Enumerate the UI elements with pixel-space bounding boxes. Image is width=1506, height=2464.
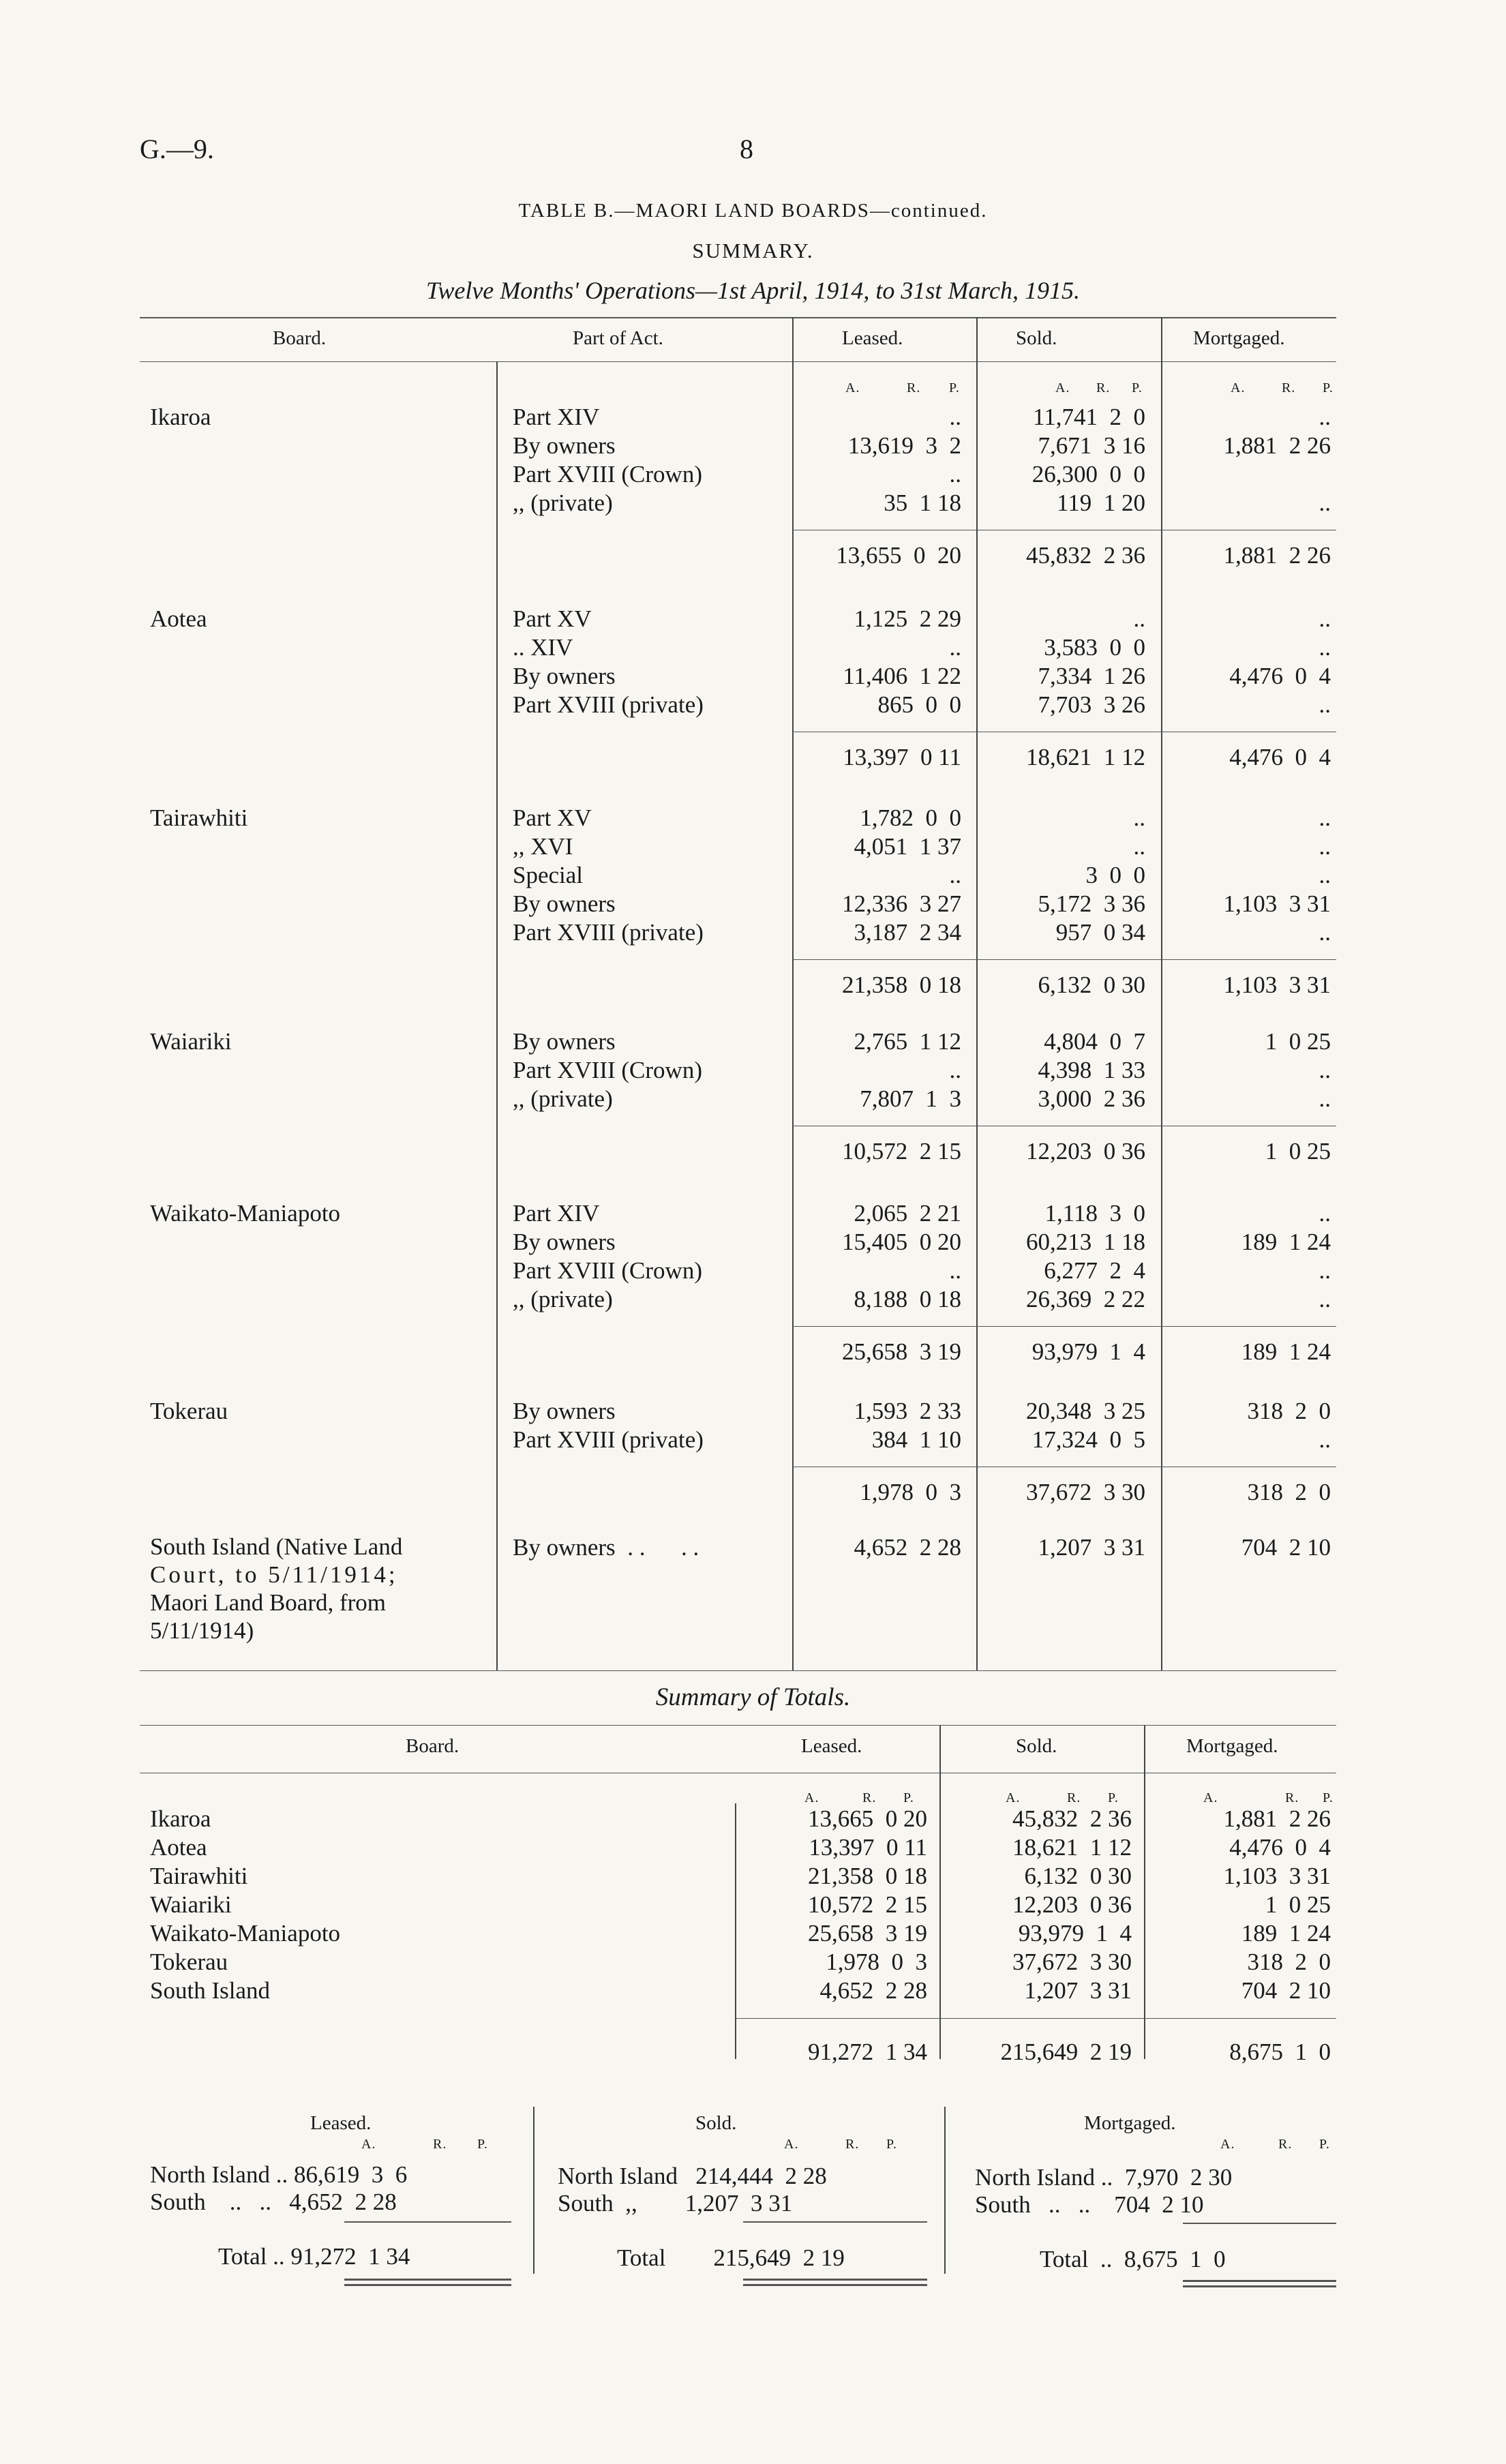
leased-value: 3,187 2 34 (854, 919, 961, 946)
sold-value: .. (1133, 805, 1145, 831)
grand-total-rule (735, 2018, 1336, 2019)
south-island-part-text: By owners (513, 1534, 616, 1561)
sold-double-rule (743, 2279, 927, 2281)
leased-north-value: 86,619 3 6 (293, 2161, 408, 2188)
sold-value: 119 1 20 (1057, 490, 1145, 516)
board-total-sold: 12,203 0 36 (1026, 1138, 1145, 1165)
mortgaged-value: 318 2 0 (1247, 1398, 1331, 1424)
totals-leased-value: 1,978 0 3 (826, 1949, 927, 1975)
col-header-part: Part of Act. (573, 327, 663, 349)
sold-unit-a: A. (1055, 380, 1070, 395)
document-series: G.—9. (140, 134, 214, 164)
bottom-leased-unit-a: A. (361, 2137, 376, 2152)
period-subtitle: Twelve Months' Operations—1st April, 1914, to 31st March, 1915. (425, 277, 1081, 304)
mortgaged-unit-p: P. (1323, 380, 1334, 395)
mortgaged-value: .. (1319, 1286, 1331, 1312)
part-of-act: Part XV (513, 805, 592, 831)
totals-board-name: Tokerau (150, 1949, 228, 1975)
leased-value: 11,406 1 22 (843, 663, 961, 689)
mortgaged-north-value: 7,970 2 30 (1124, 2164, 1233, 2191)
mortgaged-value: .. (1319, 1085, 1331, 1112)
bottom-leased-heading: Leased. (310, 2112, 372, 2134)
totals-board-name: South Island (150, 1977, 270, 2004)
totals-mortgaged-value: 1,881 2 26 (1223, 1805, 1331, 1832)
totals-col-board: Board. (406, 1735, 460, 1757)
mortgaged-value: .. (1319, 862, 1331, 888)
board-total-leased: 13,397 0 11 (843, 744, 961, 770)
leased-unit-a: A. (845, 380, 860, 395)
col-divider-board (496, 361, 498, 1670)
leased-value: .. (949, 634, 961, 661)
sold-value: 7,334 1 26 (1038, 663, 1145, 689)
header-bottom-rule (140, 361, 1336, 362)
totals-mortgaged-value: 704 2 10 (1241, 1977, 1331, 2004)
mortgaged-value: .. (1319, 1257, 1331, 1284)
sold-value: 4,398 1 33 (1038, 1057, 1145, 1083)
sold-value: 26,300 0 0 (1031, 461, 1145, 487)
mortgaged-value: .. (1319, 1057, 1331, 1083)
sold-value: 7,703 3 26 (1038, 691, 1145, 718)
col-header-sold: Sold. (1016, 327, 1057, 349)
board-total-mortgaged: 1 0 25 (1265, 1138, 1331, 1165)
leased-unit-p: P. (949, 380, 960, 395)
leased-total-rule (344, 2221, 511, 2223)
sold-value: 11,741 2 0 (1033, 404, 1145, 430)
table-bottom-rule (140, 1670, 1336, 1671)
bottom-divider-1 (533, 2107, 534, 2274)
leased-value: .. (949, 404, 961, 430)
leased-value: 1,782 0 0 (860, 805, 961, 831)
bottom-mortgaged-unit-a: A. (1220, 2137, 1235, 2152)
part-of-act: Part XVIII (private) (513, 919, 704, 946)
totals-board-name: Ikaroa (150, 1805, 211, 1832)
totals-board-name: Waiariki (150, 1891, 232, 1918)
south-label: South (975, 2191, 1031, 2218)
summary-heading: SUMMARY. (692, 239, 814, 262)
south-island-sold: 1,207 3 31 (1038, 1534, 1145, 1561)
mortgaged-value: 1 0 25 (1265, 1028, 1331, 1055)
sold-value: .. (1133, 605, 1145, 632)
part-of-act: Part XVIII (Crown) (513, 461, 702, 487)
leased-value: 4,051 1 37 (854, 833, 961, 860)
sold-value: .. (1133, 833, 1145, 860)
board-total-sold: 93,979 1 4 (1031, 1338, 1145, 1365)
bottom-leased-unit-p: P. (477, 2137, 488, 2152)
part-of-act: ,, (private) (513, 490, 613, 516)
north-label: North Island (975, 2164, 1095, 2191)
totals-sold-value: 1,207 3 31 (1024, 1977, 1132, 2004)
part-of-act: ,, (private) (513, 1286, 613, 1312)
bottom-sold-unit-r: R. (845, 2137, 860, 2152)
leased-unit-r: R. (907, 380, 921, 395)
board-name: Ikaroa (150, 404, 211, 430)
part-of-act: By owners (513, 432, 616, 459)
part-of-act: Special (513, 862, 584, 888)
totals-sold-unit-p: P. (1108, 1790, 1119, 1805)
part-of-act: ,, XVI (513, 833, 573, 860)
board-total-mortgaged: 1,881 2 26 (1223, 542, 1331, 569)
sold-north-value: 214,444 2 28 (695, 2163, 827, 2189)
totals-mortgaged-value: 318 2 0 (1247, 1949, 1331, 1975)
totals-leased-unit-r: R. (862, 1790, 877, 1805)
part-of-act: By owners (513, 1398, 616, 1424)
total-label: Total (218, 2243, 267, 2270)
bottom-mortgaged-south: South .. .. 704 2 10 (975, 2191, 1204, 2218)
totals-leased-unit-p: P. (903, 1790, 914, 1805)
totals-mortgaged-value: 4,476 0 4 (1229, 1834, 1331, 1861)
leased-value: 1,125 2 29 (854, 605, 961, 632)
part-of-act: Part XIV (513, 1200, 600, 1227)
part-of-act: By owners (513, 663, 616, 689)
leased-value: 2,765 1 12 (854, 1028, 961, 1055)
leased-value: 1,593 2 33 (854, 1398, 961, 1424)
totals-sold-unit-r: R. (1067, 1790, 1081, 1805)
leased-double-rule (344, 2284, 511, 2286)
totals-board-name: Aotea (150, 1834, 207, 1861)
totals-col-leased: Leased. (801, 1735, 862, 1757)
col-divider-part (792, 317, 794, 1670)
bottom-sold-unit-p: P. (886, 2137, 897, 2152)
sold-total-rule (743, 2221, 927, 2223)
totals-sold-value: 18,621 1 12 (1012, 1834, 1132, 1861)
col-divider-leased (976, 317, 978, 1670)
part-of-act: Part XVIII (Crown) (513, 1257, 702, 1284)
board-name: Aotea (150, 605, 207, 632)
leased-value: .. (949, 461, 961, 487)
south-label: South (150, 2189, 206, 2215)
col-header-board: Board. (273, 327, 327, 349)
part-of-act: By owners (513, 1028, 616, 1055)
page-number: 8 (740, 134, 753, 164)
subtotal-rule (792, 1326, 1336, 1327)
sold-value: 3,583 0 0 (1044, 634, 1145, 661)
totals-mortgaged-value: 189 1 24 (1241, 1920, 1331, 1947)
south-label: South (558, 2190, 614, 2217)
sold-value: 20,348 3 25 (1026, 1398, 1145, 1424)
board-total-mortgaged: 318 2 0 (1247, 1479, 1331, 1505)
board-total-mortgaged: 4,476 0 4 (1229, 744, 1331, 770)
col-header-leased: Leased. (842, 327, 903, 349)
mortgaged-double-rule (1183, 2285, 1336, 2287)
bottom-mortgaged-north: North Island .. 7,970 2 30 (975, 2164, 1233, 2191)
board-total-leased: 21,358 0 18 (842, 972, 961, 998)
grand-total-sold: 215,649 2 19 (1000, 2039, 1132, 2065)
bottom-sold-south: South ,, 1,207 3 31 (558, 2190, 793, 2217)
totals-leased-value: 10,572 2 15 (808, 1891, 927, 1918)
sold-value: 17,324 0 5 (1031, 1426, 1145, 1453)
north-label: North Island (558, 2163, 678, 2189)
totals-mortgaged-value: 1 0 25 (1265, 1891, 1331, 1918)
mortgaged-value: .. (1319, 833, 1331, 860)
part-of-act: Part XVIII (Crown) (513, 1057, 702, 1083)
mortgaged-value: .. (1319, 919, 1331, 946)
part-of-act: By owners (513, 1229, 616, 1255)
south-island-part: By owners . . . . (513, 1534, 699, 1561)
leased-value: .. (949, 862, 961, 888)
mortgaged-value: .. (1319, 1426, 1331, 1453)
totals-heading: Summary of Totals. (655, 1683, 851, 1711)
mortgaged-value: 1,881 2 26 (1223, 432, 1331, 459)
total-label: Total (617, 2244, 666, 2271)
totals-sold-value: 12,203 0 36 (1012, 1891, 1132, 1918)
totals-sold-unit-a: A. (1006, 1790, 1021, 1805)
sold-unit-p: P. (1132, 380, 1143, 395)
totals-leased-value: 25,658 3 19 (808, 1920, 927, 1947)
mortgaged-value: .. (1319, 805, 1331, 831)
part-of-act: .. XIV (513, 634, 573, 661)
bottom-leased-unit-r: R. (433, 2137, 447, 2152)
grand-total-leased: 91,272 1 34 (808, 2039, 927, 2065)
part-of-act: Part XVIII (private) (513, 691, 704, 718)
leased-value: .. (949, 1257, 961, 1284)
south-island-name-line: Maori Land Board, from (150, 1589, 387, 1616)
leased-south-value: 4,652 2 28 (289, 2189, 397, 2215)
sold-value: 7,671 3 16 (1038, 432, 1145, 459)
totals-board-name: Waikato-Maniapoto (150, 1920, 341, 1947)
leased-value: 35 1 18 (884, 490, 961, 516)
col-header-mortgaged: Mortgaged. (1193, 327, 1285, 349)
totals-mortgaged-value: 1,103 3 31 (1223, 1863, 1331, 1889)
bottom-mortgaged-unit-r: R. (1278, 2137, 1293, 2152)
totals-col-sold: Sold. (1016, 1735, 1057, 1757)
part-of-act: By owners (513, 890, 616, 917)
board-total-sold: 18,621 1 12 (1026, 744, 1145, 770)
totals-sold-value: 45,832 2 36 (1012, 1805, 1132, 1832)
mortgaged-value: 189 1 24 (1241, 1229, 1331, 1255)
mortgaged-total-value: 8,675 1 0 (1124, 2246, 1226, 2272)
sold-south-value: 1,207 3 31 (684, 2190, 793, 2217)
totals-mortgaged-unit-p: P. (1323, 1790, 1334, 1805)
totals-leased-unit-a: A. (804, 1790, 819, 1805)
sold-value: 957 0 34 (1055, 919, 1145, 946)
mortgaged-value: .. (1319, 1200, 1331, 1227)
totals-sold-value: 93,979 1 4 (1018, 1920, 1132, 1947)
south-island-mortgaged: 704 2 10 (1241, 1534, 1331, 1561)
board-name: Tokerau (150, 1398, 228, 1424)
north-label: North Island (150, 2161, 270, 2188)
bottom-sold-unit-a: A. (784, 2137, 799, 2152)
totals-board-name: Tairawhiti (150, 1863, 248, 1889)
sold-double-rule (743, 2284, 927, 2286)
leased-total-value: 91,272 1 34 (290, 2243, 410, 2270)
sold-total-value: 215,649 2 19 (713, 2244, 845, 2271)
totals-leased-value: 13,665 0 20 (808, 1805, 927, 1832)
mortgaged-unit-a: A. (1231, 380, 1246, 395)
sold-value: 6,277 2 4 (1044, 1257, 1145, 1284)
sold-value: 26,369 2 22 (1026, 1286, 1145, 1312)
leased-value: 13,619 3 2 (847, 432, 961, 459)
bottom-divider-2 (944, 2107, 946, 2274)
south-island-leased: 4,652 2 28 (854, 1534, 961, 1561)
board-total-mortgaged: 1,103 3 31 (1223, 972, 1331, 998)
leased-value: 12,336 3 27 (842, 890, 961, 917)
sold-value: 5,172 3 36 (1038, 890, 1145, 917)
mortgaged-value: 1,103 3 31 (1223, 890, 1331, 917)
mortgaged-total-rule (1183, 2223, 1336, 2224)
mortgaged-double-rule (1183, 2280, 1336, 2282)
table-title: TABLE B.—MAORI LAND BOARDS—continued. (518, 200, 988, 222)
board-total-leased: 13,655 0 20 (836, 542, 961, 569)
bottom-mortgaged-unit-p: P. (1319, 2137, 1330, 2152)
bottom-mortgaged-total: Total .. 8,675 1 0 (1040, 2246, 1226, 2272)
board-name: Tairawhiti (150, 805, 248, 831)
mortgaged-south-value: 704 2 10 (1114, 2191, 1204, 2218)
leased-value: 2,065 2 21 (854, 1200, 961, 1227)
south-island-name-line: South Island (Native Land (150, 1533, 403, 1560)
bottom-sold-total (617, 2244, 845, 2272)
totals-col-mortgaged: Mortgaged. (1186, 1735, 1278, 1757)
part-of-act: Part XV (513, 605, 592, 632)
grand-total-mortgaged: 8,675 1 0 (1229, 2039, 1331, 2065)
leased-value: .. (949, 1057, 961, 1083)
bottom-leased-south: South .. .. 4,652 2 28 (150, 2189, 397, 2215)
totals-sold-value: 6,132 0 30 (1024, 1863, 1132, 1889)
sold-value: 4,804 0 7 (1044, 1028, 1145, 1055)
bottom-leased-north: North Island .. 86,619 3 6 (150, 2161, 408, 2188)
bottom-leased-total: Total .. 91,272 1 34 (218, 2243, 410, 2270)
sold-value: 1,118 3 0 (1044, 1200, 1145, 1227)
totals-mortgaged-unit-r: R. (1285, 1790, 1299, 1805)
part-of-act: Part XIV (513, 404, 600, 430)
totals-sold-value: 37,672 3 30 (1012, 1949, 1132, 1975)
board-total-sold: 6,132 0 30 (1038, 972, 1145, 998)
totals-mortgaged-unit-a: A. (1203, 1790, 1218, 1805)
mortgaged-value: 4,476 0 4 (1229, 663, 1331, 689)
board-name: Waikato-Maniapoto (150, 1200, 341, 1227)
board-total-sold: 37,672 3 30 (1026, 1479, 1145, 1505)
totals-top-rule (140, 1725, 1336, 1726)
board-south-island (150, 1533, 491, 1644)
leased-value: 15,405 0 20 (842, 1229, 961, 1255)
totals-leased-value: 4,652 2 28 (819, 1977, 927, 2004)
totals-leased-value: 21,358 0 18 (808, 1863, 927, 1889)
south-island-name-line: Court, to 5/11/1914; (150, 1561, 398, 1588)
board-total-leased: 10,572 2 15 (842, 1138, 961, 1165)
part-of-act: ,, (private) (513, 1085, 613, 1112)
bottom-sold-heading: Sold. (695, 2112, 737, 2134)
mortgaged-value: .. (1319, 634, 1331, 661)
board-total-leased: 25,658 3 19 (842, 1338, 961, 1365)
south-island-name-line: 5/11/1914) (150, 1617, 254, 1644)
leased-value: 8,188 0 18 (854, 1286, 961, 1312)
leased-double-rule (344, 2279, 511, 2281)
sold-unit-r: R. (1096, 380, 1111, 395)
mortgaged-value: .. (1319, 605, 1331, 632)
leased-value: 865 0 0 (877, 691, 961, 718)
leased-value: 7,807 1 3 (860, 1085, 961, 1112)
mortgaged-value: .. (1319, 404, 1331, 430)
mortgaged-value: .. (1319, 691, 1331, 718)
board-total-mortgaged: 189 1 24 (1241, 1338, 1331, 1365)
table-top-rule (140, 317, 1336, 318)
sold-value: 60,213 1 18 (1026, 1229, 1145, 1255)
sold-value: 3 0 0 (1085, 862, 1145, 888)
part-of-act: Part XVIII (private) (513, 1426, 704, 1453)
mortgaged-value: .. (1319, 490, 1331, 516)
leased-value: 384 1 10 (871, 1426, 961, 1453)
board-total-leased: 1,978 0 3 (860, 1479, 961, 1505)
board-name: Waiariki (150, 1028, 232, 1055)
board-total-sold: 45,832 2 36 (1026, 542, 1145, 569)
subtotal-rule (792, 959, 1336, 960)
col-divider-sold (1161, 317, 1162, 1670)
mortgaged-unit-r: R. (1282, 380, 1296, 395)
bottom-mortgaged-heading: Mortgaged. (1084, 2112, 1176, 2134)
sold-value: 3,000 2 36 (1038, 1085, 1145, 1112)
totals-leased-value: 13,397 0 11 (809, 1834, 927, 1861)
bottom-sold-north (558, 2163, 827, 2190)
total-label: Total (1040, 2246, 1089, 2272)
